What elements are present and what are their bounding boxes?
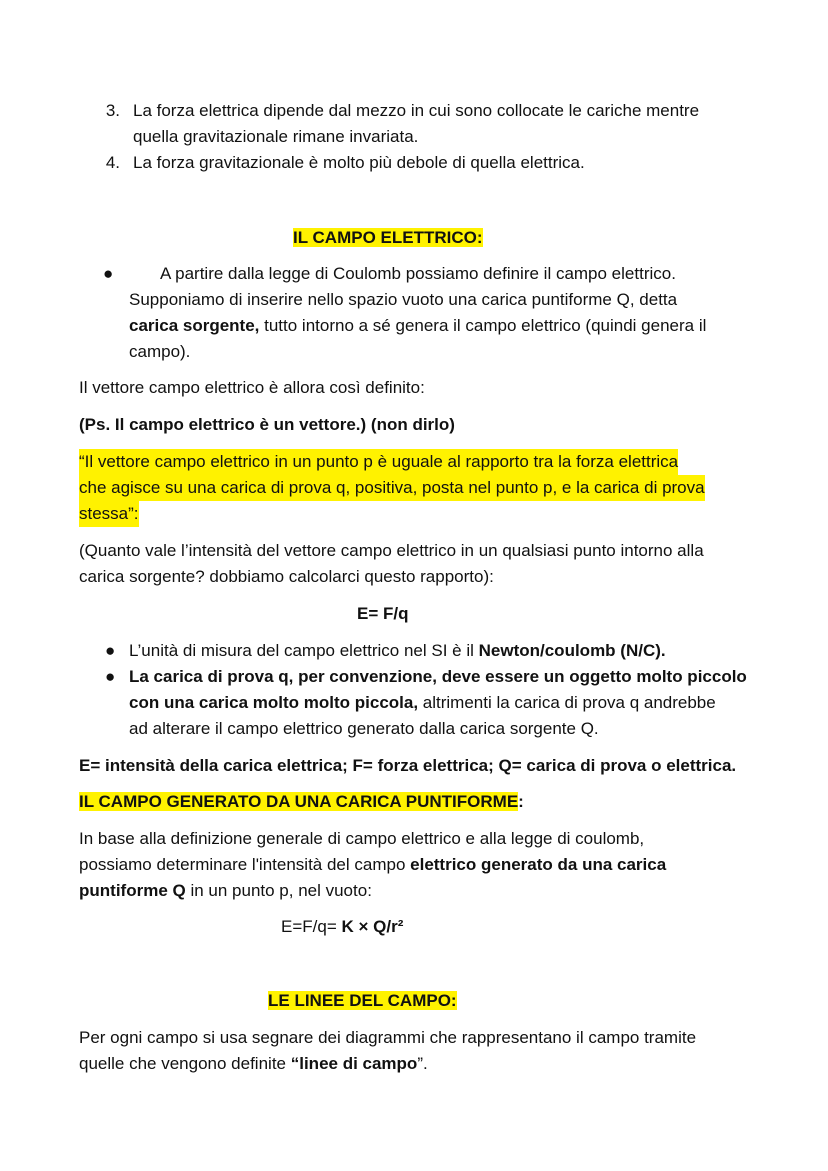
bold-text: elettrico generato da una carica (410, 855, 667, 874)
list-number: 4. (105, 153, 120, 172)
list-item-text: quella gravitazionale rimane invariata. (133, 127, 419, 146)
heading-text: IL CAMPO ELETTRICO: (293, 228, 483, 247)
legend-line (79, 753, 736, 779)
formula-coulomb (281, 914, 403, 940)
bold-text: E= intensità della carica elettrica; F= forza elettrica; Q= carica di prova o elettrica. (79, 756, 737, 775)
bold-term: Newton/coulomb (N/C). (478, 641, 666, 660)
paragraph-line: In base alla definizione generale di campo elettrico e alla legge di coulomb, (79, 829, 645, 848)
heading-text: IL CAMPO GENERATO DA UNA CARICA PUNTIFORME (79, 792, 519, 811)
list-item-text: La forza elettrica dipende dal mezzo in cui sono collocate le cariche mentre (133, 101, 700, 120)
bold-text: La carica di prova q, per convenzione, deve essere un oggetto molto piccolo (129, 667, 747, 686)
paragraph-line (79, 852, 666, 878)
bullet-icon: ● (103, 264, 114, 283)
bold-text: “linee di campo (290, 1054, 418, 1073)
bullet-line (129, 690, 716, 716)
bullet-line (129, 664, 747, 690)
formula-text: E= F/q (357, 604, 409, 623)
quote-line: stessa”: (79, 501, 139, 527)
bullet-line: ad alterare il campo elettrico generato dalla carica sorgente Q. (129, 719, 599, 738)
bold-text: puntiforme Q (79, 881, 186, 900)
paragraph-text: possiamo determinare l'intensità del campo (79, 855, 411, 874)
paragraph-line (79, 878, 372, 904)
paragraph-line (79, 1051, 428, 1077)
bullet-text: L’unità di misura del campo elettrico nel SI è il (129, 641, 479, 660)
formula-e-f-q (357, 601, 408, 627)
bullet-line (129, 313, 706, 339)
paragraph-line: Per ogni campo si usa segnare dei diagrammi che rappresentano il campo tramite (79, 1028, 697, 1047)
paragraph-line: (Quanto vale l’intensità del vettore campo elettrico in un qualsiasi punto intorno alla (79, 541, 704, 560)
list-number: 3. (105, 101, 120, 120)
bullet-icon: ● (105, 667, 116, 686)
section-heading-carica-puntiforme (79, 789, 524, 815)
bullet-icon: ● (105, 641, 116, 660)
bold-text: con una carica molto molto piccola, (129, 693, 419, 712)
bullet-line (129, 638, 666, 664)
paragraph-text: ”. (417, 1054, 428, 1073)
bullet-line: campo). (129, 342, 191, 361)
bullet-line: Supponiamo di inserire nello spazio vuoto una carica puntiforme Q, detta (129, 290, 678, 309)
heading-text: LE LINEE DEL CAMPO: (268, 991, 457, 1010)
heading-colon: : (518, 792, 524, 811)
section-heading-campo-elettrico (293, 225, 483, 251)
paragraph-line: carica sorgente? dobbiamo calcolarci questo rapporto): (79, 567, 494, 586)
quote-line: che agisce su una carica di prova q, positiva, posta nel punto p, e la carica di prova (79, 475, 705, 501)
formula-bold: K × Q/r² (341, 917, 404, 936)
bullet-line: A partire dalla legge di Coulomb possiamo definire il campo elettrico. (160, 264, 676, 283)
paragraph-text: in un punto p, nel vuoto: (185, 881, 372, 900)
paragraph-vettore: Il vettore campo elettrico è allora così definito: (79, 378, 425, 397)
bullet-text: tutto intorno a sé genera il campo elettrico (quindi genera il (259, 316, 707, 335)
bold-text: (Ps. Il campo elettrico è un vettore.) (non dirlo) (79, 415, 455, 434)
paragraph-ps (79, 412, 455, 438)
paragraph-text: quelle che vengono definite (79, 1054, 291, 1073)
formula-text: E=F/q= (281, 917, 342, 936)
section-heading-linee-campo (268, 988, 457, 1014)
bold-term: carica sorgente, (129, 316, 260, 335)
quote-line: “Il vettore campo elettrico in un punto p è uguale al rapporto tra la forza elettrica (79, 449, 678, 475)
list-item-text: La forza gravitazionale è molto più debole di quella elettrica. (133, 153, 585, 172)
bullet-text: altrimenti la carica di prova q andrebbe (418, 693, 716, 712)
